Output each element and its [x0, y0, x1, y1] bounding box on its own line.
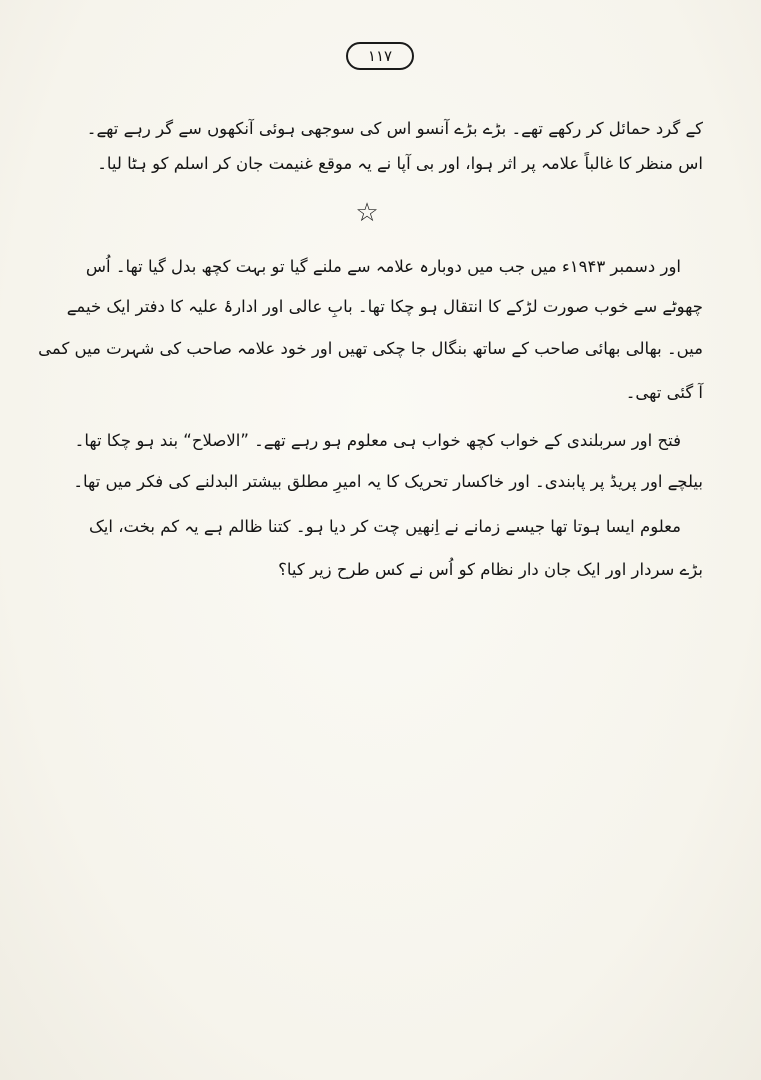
- paragraph-2-line-3: میں۔ بھالی بھائی صاحب کے ساتھ بنگال جا چکی تھیں اور خود علامہ صاحب کی شہرت میں کمی: [38, 339, 703, 358]
- paragraph-3-line-1: فتح اور سربلندی کے خواب کچھ خواب ہی معلوم ہو رہے تھے۔ ”الاصلاح“ بند ہو چکا تھا۔: [74, 431, 681, 450]
- star-divider-icon: ☆: [355, 198, 379, 228]
- paragraph-4-line-1: معلوم ایسا ہوتا تھا جیسے زمانے نے اِنھیں چت کر دیا ہو۔ کتنا ظالم ہے یہ کم بخت، ایک: [89, 517, 681, 536]
- paragraph-4-line-2: بڑے سردار اور ایک جان دار نظام کو اُس نے کس طرح زیر کیا؟: [278, 560, 703, 579]
- paragraph-2-line-2: چھوٹے سے خوب صورت لڑکے کا انتقال ہو چکا تھا۔ بابِ عالی اور ادارۂ علیہ کا دفتر ایک خیمے: [66, 297, 703, 316]
- paragraph-3-line-2: بیلچے اور پریڈ پر پابندی۔ اور خاکسار تحریک کا یہ امیرِ مطلق بیشتر البدلنے کی فکر میں تھا۔: [73, 472, 703, 491]
- page-number: ١١٧: [346, 42, 414, 70]
- paragraph-2-line-4: آ گئی تھی۔: [625, 383, 703, 402]
- paragraph-1-line-1: کے گرد حمائل کر رکھے تھے۔ بڑے بڑے آنسو اس کی سوجھی ہوئی آنکھوں سے گر رہے تھے۔: [86, 119, 703, 138]
- paragraph-2-line-1: اور دسمبر ۱۹۴۳ء میں جب میں دوبارہ علامہ سے ملنے گیا تو بہت کچھ بدل گیا تھا۔ اُس: [85, 257, 681, 276]
- paragraph-1-line-2: اس منظر کا غالباً علامہ پر اثر ہوا، اور بی آپا نے یہ موقع غنیمت جان کر اسلم کو ہٹا لیا۔: [97, 154, 703, 173]
